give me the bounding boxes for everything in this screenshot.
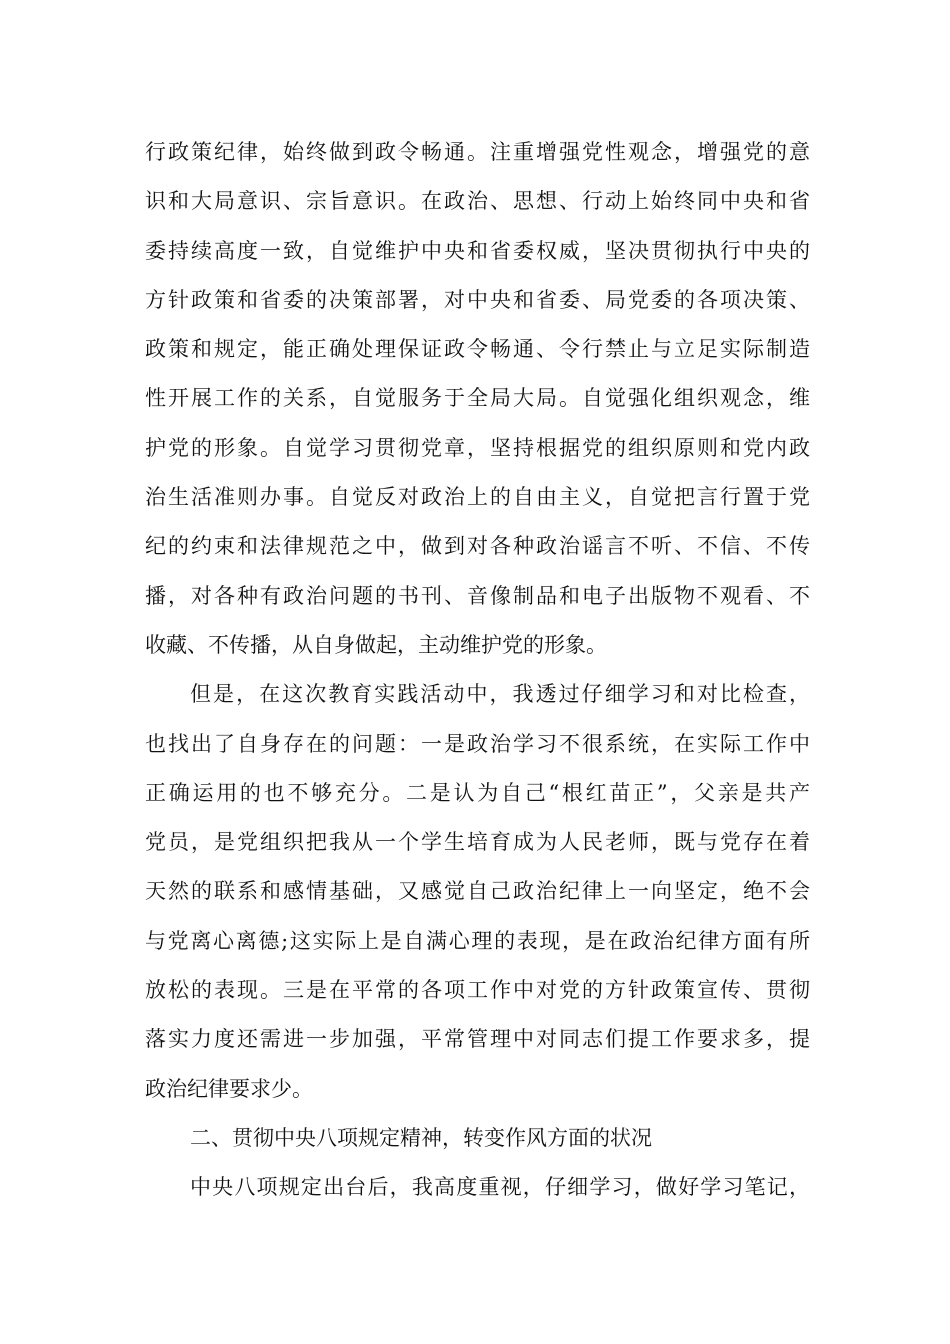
text-line: 党员，是党组织把我从一个学生培育成为人民老师，既与党存在着 [145, 830, 810, 855]
text-line: 行政策纪律，始终做到政令畅通。注重增强党性观念，增强党的意 [145, 140, 810, 164]
section-heading: 二、贯彻中央八项规定精神，转变作风方面的状况 [190, 1125, 652, 1150]
text-line: 政治纪律要求少。 [145, 1076, 313, 1101]
text-line: 治生活准则办事。自觉反对政治上的自由主义，自觉把言行置于党 [145, 485, 810, 510]
text-line: 天然的联系和感情基础，又感觉自己政治纪律上一向坚定，绝不会 [145, 879, 810, 904]
text-line: 与党离心离德;这实际上是自满心理的表现，是在政治纪律方面有所 [145, 928, 810, 953]
text-line: 但是，在这次教育实践活动中，我透过仔细学习和对比检查， [190, 682, 810, 707]
text-line: 收藏、不传播，从自身做起，主动维护党的形象。 [145, 632, 607, 657]
text-line: 中央八项规定出台后，我高度重视，仔细学习，做好学习笔记， [190, 1175, 810, 1200]
text-line: 方针政策和省委的决策部署，对中央和省委、局党委的各项决策、 [145, 287, 810, 312]
text-line: 播，对各种有政治问题的书刊、音像制品和电子出版物不观看、不 [145, 583, 810, 608]
body-text [145, 128, 810, 1213]
text-line: 落实力度还需进一步加强，平常管理中对同志们提工作要求多，提 [145, 1027, 810, 1052]
text-line: 纪的约束和法律规范之中，做到对各种政治谣言不听、不信、不传 [145, 534, 810, 559]
text-line: 识和大局意识、宗旨意识。在政治、思想、行动上始终同中央和省 [145, 189, 810, 214]
text-line: 正确运用的也不够充分。二是认为自己“根红苗正”，父亲是共产 [145, 780, 810, 805]
text-line: 也找出了自身存在的问题：一是政治学习不很系统，在实际工作中 [145, 731, 810, 756]
text-line: 性开展工作的关系，自觉服务于全局大局。自觉强化组织观念，维 [145, 386, 810, 411]
text-line: 委持续高度一致，自觉维护中央和省委权威，坚决贯彻执行中央的 [145, 238, 810, 263]
text-line: 护党的形象。自觉学习贯彻党章，坚持根据党的组织原则和党内政 [145, 435, 810, 460]
text-line: 放松的表现。三是在平常的各项工作中对党的方针政策宣传、贯彻 [145, 978, 810, 1003]
text-line: 政策和规定，能正确处理保证政令畅通、令行禁止与立足实际制造 [145, 337, 810, 362]
